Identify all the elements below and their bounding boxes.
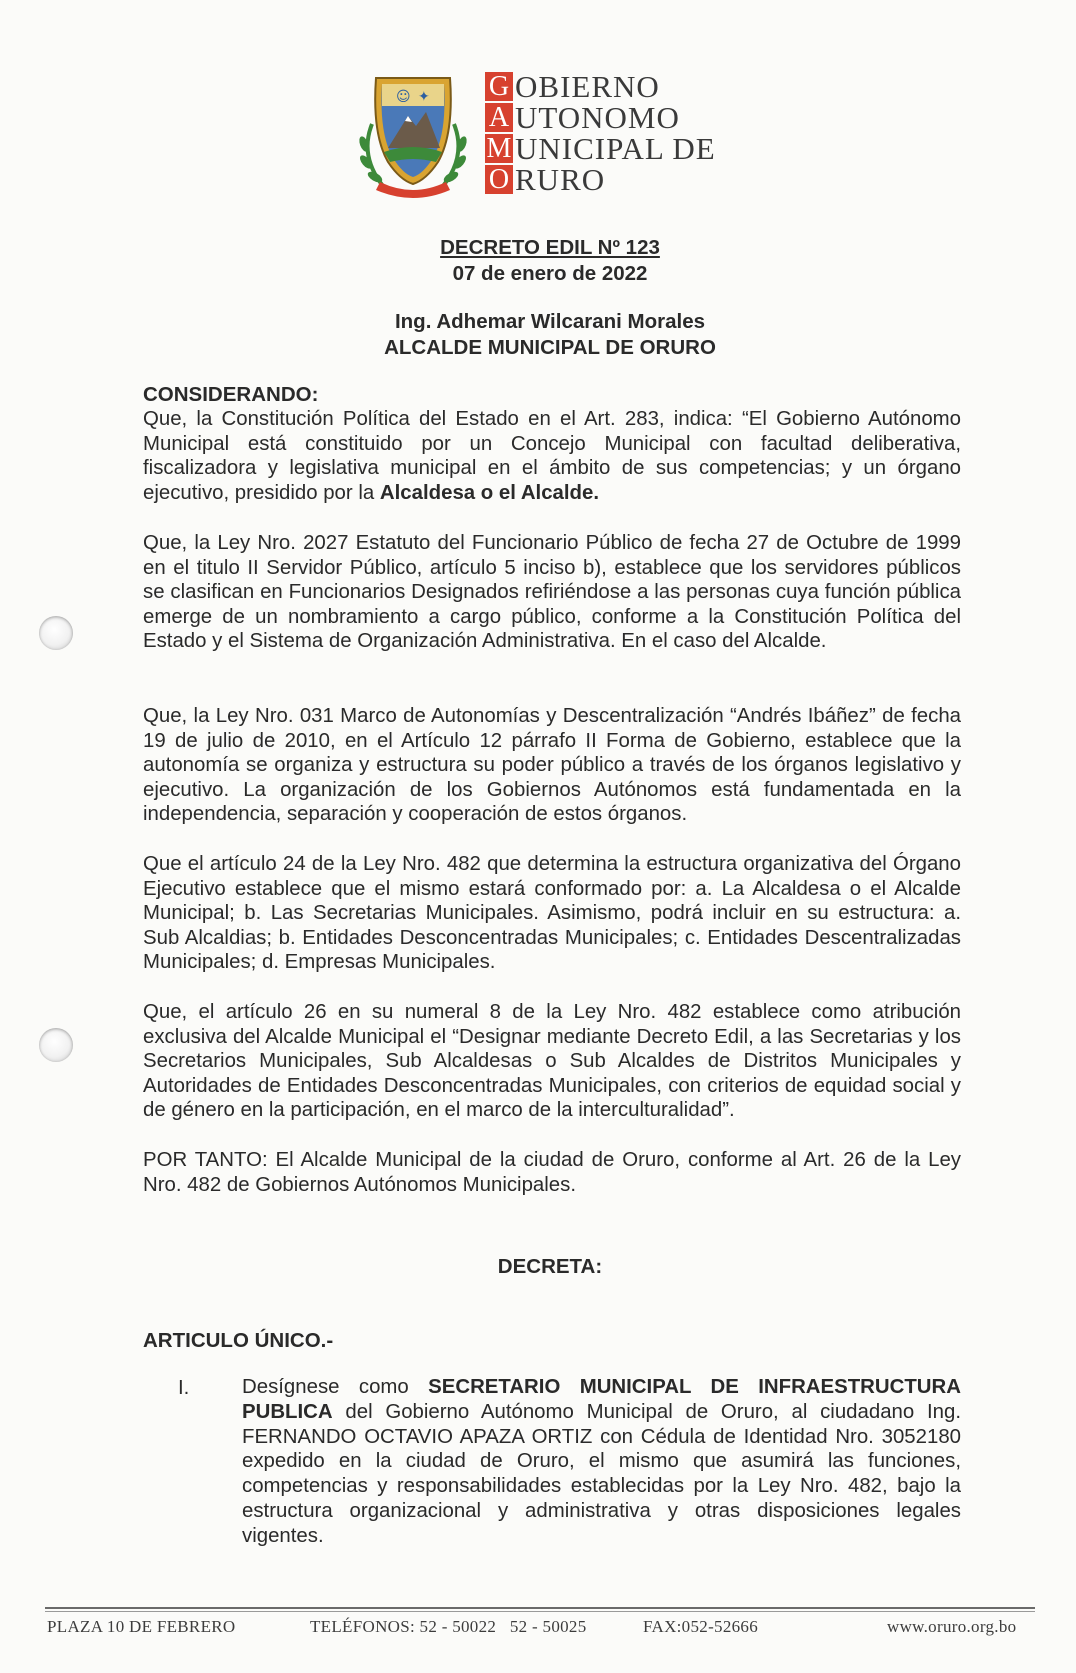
coat-of-arms-icon [350,64,476,204]
logo-word: RURO [515,162,606,197]
considerando-heading: CONSIDERANDO: [143,383,319,406]
decree-number: DECRETO EDIL Nº 123 [440,236,660,259]
article-item-number: I. [178,1377,190,1399]
logo-initial: G [485,72,513,101]
footer-website: www.oruro.org.bo [887,1617,1017,1636]
considerando-paragraph-4: Que el artículo 24 de la Ley Nro. 482 que determina la estructura organizativa del Órgano Ejecutivo establece que el mismo estará conformado por: a. La Alcaldesa o el Alcalde Municipal; b. Las Secretarias Municipales. Asimismo, podrá incluir en su estructura: a. Sub Alcaldias; b. Entidades Desconcentradas Municipales; c. Entidades Descentralizadas Municipales; d. Empresas Municipales. [143,853,961,974]
footer-address: PLAZA 10 DE FEBRERO [47,1617,236,1636]
decreta-heading: DECRETA: [497,1255,603,1278]
considerando-paragraph-5: Que, el artículo 26 en su numeral 8 de la Ley Nro. 482 establece como atribución exclusiva del Alcalde Municipal el “Designar mediante Decreto Edil, a las Secretarias y los Secretarios Municipales, Sub Alcaldesas o Sub Alcaldes de Distritos Municipales y Autoridades de Entidades Desconcentradas Municipales, con criterios de equidad social y de género en la participación, en el marco de la interculturalidad”. [143,1001,961,1122]
logo-word: UNICIPAL DE [515,131,716,166]
mayor-name: Ing. Adhemar Wilcarani Morales [394,310,706,333]
footer-divider [45,1607,1035,1609]
logo-initial: O [485,165,513,194]
logo-initial: A [485,103,513,132]
municipality-logo-wordmark [485,69,785,197]
logo-initial: M [486,132,512,164]
svg-text:☺: ☺ [396,89,411,105]
punch-hole-top [39,616,73,650]
punch-hole-bottom [39,1028,73,1062]
mayor-title: ALCALDE MUNICIPAL DE ORURO [384,336,716,359]
por-tanto-paragraph: POR TANTO: El Alcalde Municipal de la ciudad de Oruro, conforme al Art. 26 de la Ley Nro. 482 de Gobiernos Autónomos Municipales. [143,1149,961,1196]
logo-word: OBIERNO [515,69,660,104]
paragraph-text: Que, la Constitución Política del Estado en el Art. 283, indica: “El Gobierno Autónomo Municipal está constituido por un Concejo Municipal con facultad deliberativa, fiscalizadora y legislativa municipal en el ámbito de sus competencias; y un órgano ejecutivo, presidido por la [143,408,961,504]
decree-date: 07 de enero de 2022 [452,262,648,285]
considerando-paragraph-1 [143,407,961,505]
logo-word: UTONOMO [515,100,680,135]
article-text: Desígnese como [242,1376,429,1398]
svg-text:✦: ✦ [418,89,430,105]
footer-phones: TELÉFONOS: 52 - 50022 52 - 50025 [310,1617,587,1636]
considerando-paragraph-2: Que, la Ley Nro. 2027 Estatuto del Funcionario Público de fecha 27 de Octubre de 1999 en el titulo II Servidor Público, artículo 5 inciso b), establece que los servidores públicos se clasifican en Funcionarios Designados refiriéndose a las personas cuya función pública emerge de un nombramiento a cargo público, conforme a la Constitución Política del Estado y el Sistema de Organización Administrativa. En el caso del Alcalde. [143,532,961,653]
paragraph-bold-text: Alcaldesa o el Alcalde. [379,481,600,504]
footer-fax: FAX:052-52666 [643,1617,759,1636]
article-bold-text: SECRETARIO MUNICIPAL DE INFRAESTRUCTURA PUBLICA [242,1376,961,1423]
considerando-paragraph-3: Que, la Ley Nro. 031 Marco de Autonomías y Descentralización “Andrés Ibáñez” de fecha 19 de julio de 2010, en el Artículo 12 párrafo II Forma de Gobierno, establece que la autonomía se organiza y estructura su poder público a través de los órganos legislativo y ejecutivo. La organización de los Gobiernos Autónomos está fundamentada en la independencia, separación y cooperación de estos órganos. [143,705,961,826]
article-heading: ARTICULO ÚNICO.- [143,1329,334,1352]
footer-divider [45,1611,1035,1612]
article-item-text [242,1375,961,1549]
article-text: del Gobierno Autónomo Municipal de Oruro, al ciudadano Ing. FERNANDO OCTAVIO APAZA ORTIZ con Cédula de Identidad Nro. 3052180 expedido en la ciudad de Oruro, el mismo que asumirá las funciones, competencias y responsabilidades establecidas por la Ley Nro. 482, bajo la estructura organizacional y administrativa y otras disposiciones legales vigentes. [242,1400,961,1547]
